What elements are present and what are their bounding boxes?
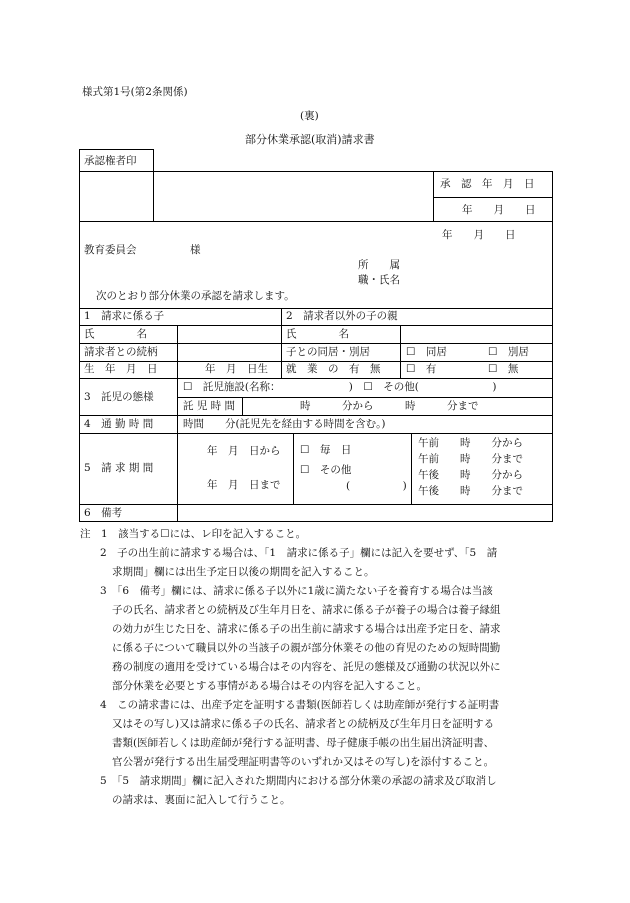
time-pm-from: 午後 時 分から — [418, 469, 523, 481]
seal-label: 承認権者印 — [84, 155, 137, 167]
row-line — [79, 361, 553, 362]
row-line — [79, 504, 553, 505]
period-to: 年 月 日まで — [207, 479, 281, 491]
other-paren: ( ) — [346, 480, 407, 492]
note-line: 部分休業を必要とする事情がある場合はその内容を記入すること。 — [112, 680, 427, 692]
every-day-checkbox[interactable]: ☐ 毎 日 — [300, 444, 352, 456]
period-from: 年 月 日から — [207, 445, 281, 457]
birth-value: 年 月 日生 — [205, 363, 268, 375]
note-line: 務の制度の適用を受けている場合はその内容を、託児の態様及び通勤の状況以外に — [112, 661, 501, 673]
note-line: の請求は、裏面に記入して行うこと。 — [112, 794, 291, 806]
col-line — [177, 325, 178, 522]
shoku-shimei-label: 職・氏名 — [358, 274, 400, 286]
note-line: 書類(医師若しくは助産師が発行する証明書、母子健康手帳の出生届出済証明書、 — [112, 737, 495, 749]
request-date: 年 月 日 — [442, 229, 516, 241]
form-number: 様式第1号(第2条関係) — [82, 86, 188, 98]
time-am-to: 午前 時 分まで — [418, 453, 523, 465]
employment-label: 就 業 の 有 無 — [286, 363, 381, 375]
page-title: 部分休業承認(取消)請求書 — [245, 133, 375, 146]
row-line — [79, 415, 553, 416]
approval-date-value: 年 月 日 — [462, 204, 536, 216]
commute-value: 時間 分(託児先を経由する時間を含む。) — [183, 418, 386, 430]
note-line: 3 「6 備考」欄には、請求に係る子以外に1歳に満たない子を養育する場合は当該 — [100, 585, 493, 597]
honorific: 様 — [190, 244, 201, 256]
side-label: (裏) — [300, 110, 319, 122]
row-line — [79, 343, 553, 344]
note-line: 子の氏名、請求者との続柄及び生年月日を、請求に係る子が養子の場合は養子縁組 — [112, 604, 501, 616]
time-pm-to: 午後 時 分まで — [418, 485, 523, 497]
separate-checkbox[interactable]: ☐ 別居 — [488, 346, 529, 358]
note-line: 2 子の出生前に請求する場合は、「1 請求に係る子」欄には記入を要せず、「5 請 — [100, 547, 498, 559]
relation-label: 請求者との続柄 — [84, 346, 158, 358]
approval-hline — [433, 197, 553, 198]
birth-label: 生 年 月 日 — [84, 363, 158, 375]
note-line: 4 この請求書には、出産予定を証明する書類(医師若しくは助産師が発行する証明書 — [100, 699, 500, 711]
board-name: 教育委員会 — [84, 244, 137, 256]
row-line — [79, 378, 553, 379]
note-line: 注 1 該当する☐には、レ印を記入すること。 — [80, 528, 307, 540]
care-time-value: 時 分から 時 分まで — [300, 400, 479, 412]
shozoku-label: 所 属 — [358, 259, 400, 271]
parent-name-label: 氏 名 — [286, 328, 349, 340]
seal-divider — [79, 171, 154, 172]
other-checkbox[interactable]: ☐ その他 — [300, 464, 352, 476]
commute-label: 4 通 勤 時 間 — [84, 418, 154, 430]
section-other-parent: 2 請求者以外の子の親 — [286, 310, 398, 322]
row-line — [79, 433, 553, 434]
employed-yes-checkbox[interactable]: ☐ 有 — [406, 363, 437, 375]
period-label: 5 請 求 期 間 — [84, 462, 154, 474]
col-line — [281, 308, 282, 378]
notes — [80, 525, 501, 810]
note-line: に係る子について職員以外の当該子の親が部分休業その他の育児のための短時間勤 — [112, 642, 501, 654]
col-line — [293, 433, 294, 504]
row-line — [79, 325, 553, 326]
care-facility-line: ☐ 託児施設(名称： ) ☐ その他( ) — [183, 381, 497, 393]
col-line — [400, 325, 401, 378]
note-line: 又はその写し)又は請求に係る子の氏名、請求者との続柄及び生年月日を証明する — [112, 718, 495, 730]
col-line — [242, 397, 243, 415]
section-child: 1 請求に係る子 — [84, 310, 165, 322]
note-line: 求期間」欄には出生予定日以後の期間を記入すること。 — [112, 566, 375, 578]
row-line — [177, 397, 553, 398]
note-line: の効力が生じた日を、請求に係る子の出生前に請求する場合は出産予定日を、請求 — [112, 623, 501, 635]
care-mode-label: 3 託児の態様 — [84, 391, 154, 403]
employed-no-checkbox[interactable]: ☐ 無 — [488, 363, 519, 375]
cohabit-checkbox[interactable]: ☐ 同居 — [406, 346, 447, 358]
child-name-label: 氏 名 — [84, 328, 147, 340]
time-am-from: 午前 時 分から — [418, 437, 523, 449]
note-line: 5 「5 請求期間」欄に記入された期間内における部分休業の承認の請求及び取消し — [100, 775, 497, 787]
care-time-label: 託 児 時 間 — [183, 400, 236, 412]
approval-date-label: 承 認 年 月 日 — [440, 178, 535, 190]
note-line: 官公署が発行する出生届受理証明書等のいずれか又はその写し)を添付すること。 — [112, 756, 495, 768]
remarks-label: 6 備考 — [84, 507, 123, 519]
cohabit-label: 子との同居・別居 — [286, 346, 370, 358]
request-text: 次のとおり部分休業の承認を請求します。 — [96, 290, 295, 302]
col-line — [411, 433, 412, 504]
